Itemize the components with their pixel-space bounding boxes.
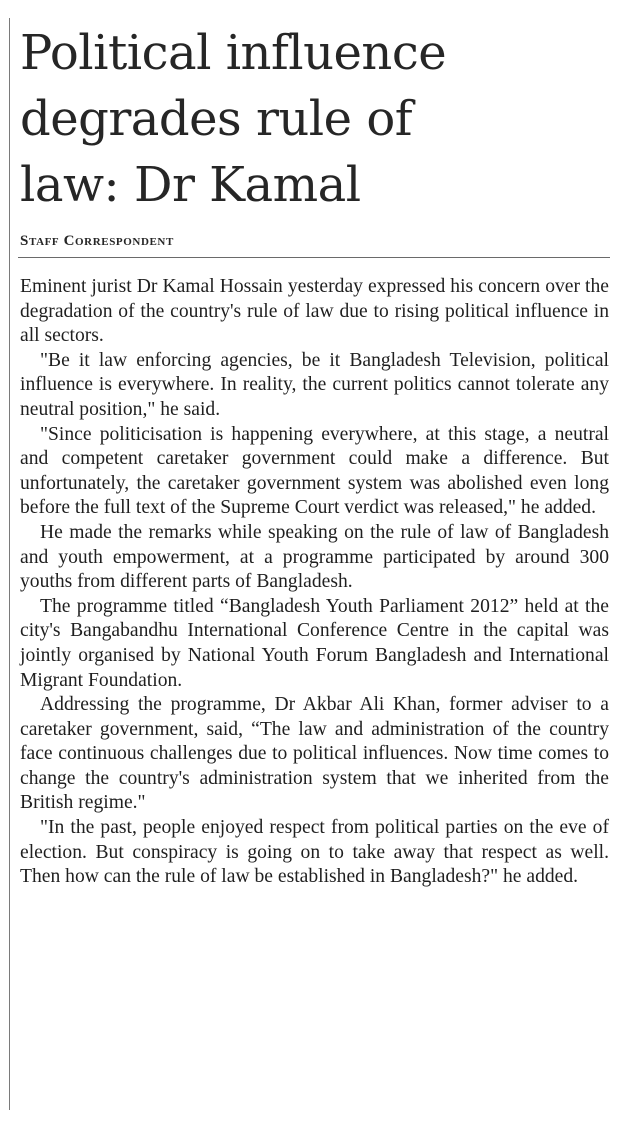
byline: Staff Correspondent [20,233,174,249]
paragraph-3: "Since politicisation is happening everywhere, at this stage, a neutral and competent caretaker government could make a difference. But unfortunately, the caretaker government system was abolished even long before the full text of the Supreme Court verdict was released," he added. [20,423,609,519]
headline-line-2: degrades rule of [20,91,412,147]
paragraph-7: "In the past, people enjoyed respect from political parties on the eve of election. But conspiracy is going on to take away that respect as well. Then how can the rule of law be established in Bangladesh?" he added. [20,817,609,888]
paragraph-4: He made the remarks while speaking on the rule of law of Bangladesh and youth empowerment, at a programme participated by around 300 youths from different parts of Bangladesh. [20,521,609,593]
headline [20,20,615,218]
article-body [20,275,609,890]
paragraph-1: Eminent jurist Dr Kamal Hossain yesterday expressed his concern over the degradation of the country's rule of law due to rising political influence in all sectors. [20,276,609,347]
paragraph-6: Addressing the programme, Dr Akbar Ali Khan, former adviser to a caretaker government, said, “The law and administration of the country face continuous challenges due to political influences. Now time comes to change the country's administration system that we inherited from the British regime." [20,694,609,814]
headline-line-1: Political influence [20,25,447,81]
paragraph-5: The programme titled “Bangladesh Youth Parliament 2012” held at the city's Bangabandhu International Conference Centre in the capital was jointly organised by National Youth Forum Bangladesh and International Migrant Foundation. [20,595,609,691]
paragraph-2: "Be it law enforcing agencies, be it Bangladesh Television, political influence is everywhere. In reality, the current politics cannot tolerate any neutral position," he said. [20,349,609,420]
byline-divider [18,257,610,258]
headline-line-3: law: Dr Kamal [20,157,361,213]
column-rule [9,18,10,1110]
